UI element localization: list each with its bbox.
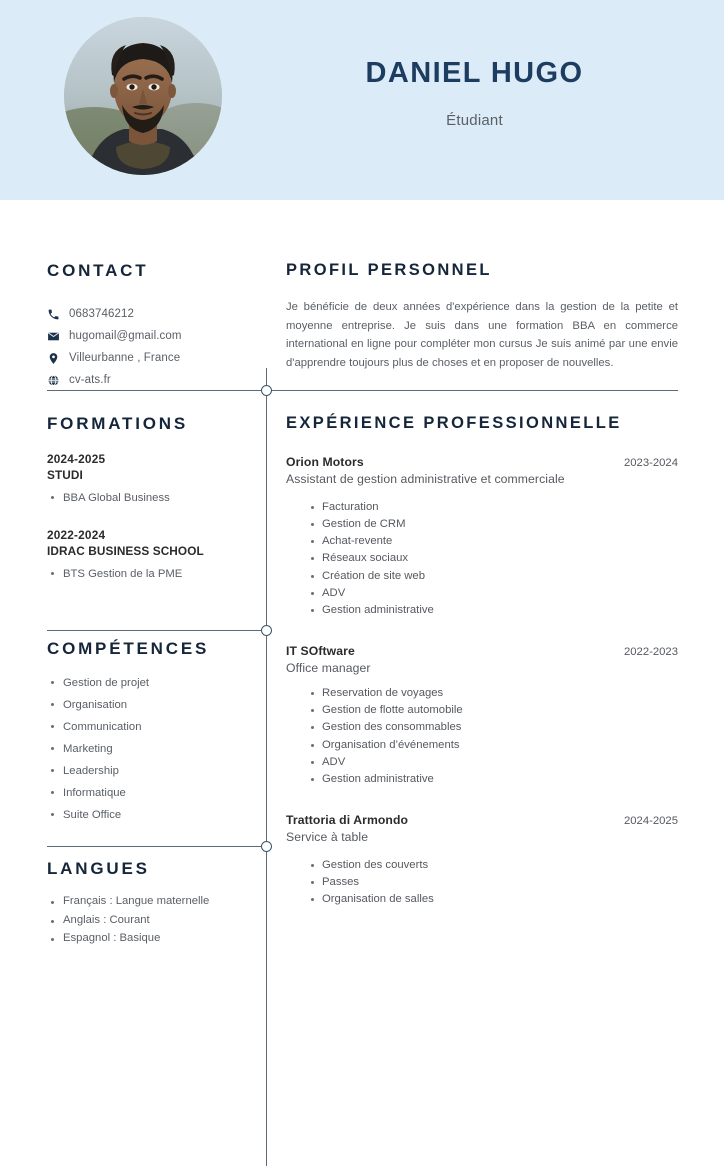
list-item: Gestion de flotte automobile [308,702,678,719]
experience-entry [286,813,678,908]
section-profil [286,262,678,373]
experience-years: 2024-2025 [623,815,678,828]
experience-years: 2022-2023 [623,646,678,659]
profil-heading: PROFIL PERSONNEL [286,262,492,279]
list-item: Réseaux sociaux [308,550,678,567]
globe-icon [47,374,69,387]
page-title: DANIEL HUGO [365,57,584,89]
contact-value: cv-ats.fr [69,374,111,386]
experience-tasks [286,499,678,619]
profile-summary: Je bénéficie de deux années d'expérience dans la gestion de la petite et moyenne entreprise. Je suis dans une formation BBA en commerce international en ligne pour compléter mon cursus Je suis animé par une envie d'apprendre toujours plus de choses et en proposer de nouvelles. [286,301,678,369]
list-item: Informatique [47,782,252,804]
competences-list [47,672,252,826]
contact-item-phone[interactable] [47,303,252,325]
section-separator-3 [47,846,266,847]
list-item: Achat-revente [308,533,678,550]
name-block [245,58,704,129]
list-item: Gestion de projet [47,672,252,694]
contact-item-email[interactable] [47,325,252,347]
list-item: ADV [308,585,678,602]
experience-tasks [286,857,678,908]
timeline-node-3 [261,841,272,852]
list-item: Reservation de voyages [308,685,678,702]
list-item: Espagnol : Basique [47,929,252,948]
phone-icon [47,308,69,321]
list-item: Français : Langue maternelle [47,892,252,911]
list-item: Gestion administrative [308,771,678,788]
experience-company: IT SOftware [286,644,355,659]
education-years: 2022-2024 [47,528,106,543]
list-item: Passes [308,874,678,891]
list-item: Organisation [47,694,252,716]
list-item: Leadership [47,760,252,782]
list-item: Gestion des consommables [308,719,678,736]
education-school: IDRAC BUSINESS SCHOOL [47,544,204,559]
list-item: Marketing [47,738,252,760]
experience-company: Trattoria di Armondo [286,813,409,828]
list-item: BBA Global Business [47,487,252,509]
section-separator-2 [47,630,266,631]
competences-heading: COMPÉTENCES [47,640,209,657]
contact-item-website[interactable] [47,369,252,391]
envelope-icon [47,330,69,343]
section-contact [47,262,252,391]
experience-years: 2023-2024 [623,457,678,469]
list-item: Facturation [308,499,678,516]
contact-value: hugomail@gmail.com [69,330,182,342]
timeline-node-2 [261,625,272,636]
experience-heading: EXPÉRIENCE PROFESSIONNELLE [286,415,622,432]
experience-header [286,644,678,658]
education-entry [47,452,252,509]
section-formations [47,415,252,585]
experience-role: Office manager [286,661,371,676]
location-pin-icon [47,352,69,365]
list-item: Organisation de salles [308,891,678,908]
experience-role: Assistant de gestion administrative et commerciale [286,472,565,486]
experience-header [286,455,678,469]
experience-entry [286,644,678,788]
list-item: BTS Gestion de la PME [47,563,252,585]
job-title: Étudiant [446,111,503,129]
list-item: Anglais : Courant [47,911,252,930]
education-school: STUDI [47,468,83,482]
timeline-node-1 [261,385,272,396]
contact-item-location[interactable] [47,347,252,369]
contact-value: 0683746212 [69,308,134,320]
experience-company: Orion Motors [286,455,364,469]
cv-header-banner [0,0,724,200]
list-item: Suite Office [47,804,252,826]
experience-tasks [286,685,678,788]
list-item: Communication [47,716,252,738]
portrait-photo-icon [64,17,222,175]
list-item: ADV [308,754,678,771]
experience-entry [286,455,678,619]
contact-value: Villeurbanne , France [69,352,181,364]
list-item: Gestion de CRM [308,516,678,533]
list-item: Création de site web [308,568,678,585]
education-years: 2024-2025 [47,452,106,466]
contact-list [47,303,252,391]
experience-role: Service à table [286,830,369,845]
education-details [47,487,252,509]
experience-header [286,813,678,827]
list-item: Organisation d’événements [308,737,678,754]
section-competences [47,640,252,826]
education-details [47,563,252,585]
contact-heading: CONTACT [47,262,148,279]
avatar [64,17,222,175]
langues-list [47,892,252,948]
section-experience [286,415,678,909]
list-item: Gestion administrative [308,602,678,619]
section-langues [47,860,252,948]
cv-body [0,200,724,1024]
list-item: Gestion des couverts [308,857,678,874]
timeline-vertical-line [266,372,267,1166]
formations-heading: FORMATIONS [47,415,188,432]
education-entry [47,528,252,585]
langues-heading: LANGUES [47,860,150,877]
